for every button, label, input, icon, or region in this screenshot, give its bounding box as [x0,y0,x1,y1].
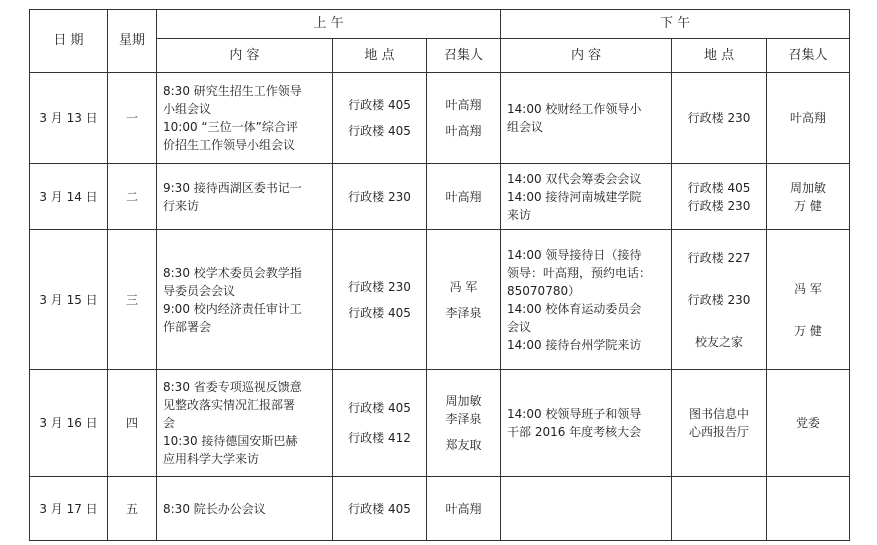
date-cell: 3 月 13 日 [30,73,108,164]
pm-location-line: 行政楼 227 [687,250,751,265]
pm-location-cell [672,477,767,541]
header-pm-content: 内 容 [501,39,672,73]
am-location-line: 行政楼 405 [348,401,411,415]
am-content-line: 9:30 接待西湖区委书记一 [163,180,302,195]
am-content-line: 8:30 校学术委员会教学指 [163,265,302,280]
header-am: 上 午 [157,10,501,39]
pm-content-cell [501,477,672,541]
date-cell: 3 月 14 日 [30,164,108,230]
am-location-line: 行政楼 230 [348,189,411,204]
pm-convener-line: 冯 军 [794,281,822,296]
header-date: 日 期 [30,10,108,73]
am-content-line: 作部署会 [163,319,212,334]
am-content-line: 小组会议 [163,102,212,116]
am-content-cell [157,477,333,541]
am-convener-line: 叶高翔 [445,501,482,516]
header-am-convener: 召集人 [427,39,501,73]
am-content-line: 见整改落实情况汇报部署 [163,398,296,412]
am-convener-line: 李泽泉 [445,412,482,426]
pm-location-line: 心西报告厅 [689,425,750,439]
pm-content-line: 14:00 接待台州学院来访 [507,337,642,352]
weekday-cell: 五 [108,477,157,541]
pm-convener-line: 叶高翔 [790,111,827,125]
am-convener-cell [427,73,501,164]
pm-content-cell [501,164,672,230]
am-convener-cell [427,370,501,477]
header-pm-convener: 召集人 [767,39,850,73]
pm-content-line: 领导：叶高翔，预约电话： [507,265,652,280]
pm-content-cell [501,370,672,477]
am-convener-cell [427,477,501,541]
am-content-cell [157,230,333,370]
pm-location-line: 行政楼 405 [687,180,751,195]
am-location-cell [333,477,427,541]
schedule-table [29,9,850,541]
pm-location-cell [672,73,767,164]
am-content-line: 行来访 [163,198,200,213]
am-content-line: 10:30 接待德国安斯巴赫 [163,434,298,448]
am-convener-cell [427,230,501,370]
pm-convener-cell [767,477,850,541]
am-content-cell [157,370,333,477]
weekday-cell: 一 [108,73,157,164]
am-content-line: 8:30 研究生招生工作领导 [163,84,302,98]
am-content-line: 导委员会会议 [163,283,236,298]
am-location-line: 行政楼 405 [348,501,411,516]
am-convener-line: 叶高翔 [445,124,482,138]
date-cell: 3 月 16 日 [30,370,108,477]
am-convener-line: 叶高翔 [445,98,482,112]
am-content-line: 9:00 校内经济责任审计工 [163,301,302,316]
table-row [30,73,850,164]
am-convener-cell [427,164,501,230]
date-cell: 3 月 17 日 [30,477,108,541]
pm-content-line: 14:00 校体育运动委员会 [507,301,642,316]
pm-location-cell [672,164,767,230]
am-content-cell [157,164,333,230]
pm-location-line: 行政楼 230 [687,198,751,213]
pm-location-line: 图书信息中 [689,407,750,421]
am-content-line: 价招生工作领导小组会议 [163,138,296,152]
am-location-cell [333,230,427,370]
am-location-line: 行政楼 405 [348,124,411,138]
pm-content-cell [501,73,672,164]
pm-location-line: 行政楼 230 [687,111,751,125]
am-content-cell [157,73,333,164]
header-pm: 下 午 [501,10,850,39]
pm-convener-line: 万 健 [794,323,822,338]
pm-convener-cell [767,73,850,164]
am-content-line: 8:30 院长办公会议 [163,501,266,516]
header-am-location: 地 点 [333,39,427,73]
pm-content-line: 会议 [507,319,532,334]
pm-content-line: 14:00 校领导班子和领导 [507,407,642,421]
header-row-top [30,10,850,39]
am-content-line: 应用科学大学来访 [163,452,260,466]
pm-convener-line: 万 健 [794,198,822,213]
pm-content-line: 14:00 接待河南城建学院 [507,189,642,204]
pm-convener-cell [767,370,850,477]
am-content-line: 10:00 “三位一体”综合评 [163,120,298,134]
pm-content-line: 14:00 领导接待日（接待 [507,247,642,262]
pm-content-line: 14:00 双代会筹委会会议 [507,171,642,186]
am-convener-line: 周加敏 [445,394,482,408]
pm-content-line: 来访 [507,207,532,222]
pm-content-line: 85070780） [507,283,581,298]
table-row [30,477,850,541]
am-location-line: 行政楼 405 [348,305,411,320]
pm-content-line: 14:00 校财经工作领导小 [507,102,642,116]
pm-location-line: 校友之家 [695,334,744,349]
am-convener-line: 李泽泉 [445,305,482,320]
header-am-content: 内 容 [157,39,333,73]
am-location-line: 行政楼 412 [348,431,411,445]
am-convener-line: 冯 军 [449,279,478,294]
pm-convener-cell [767,164,850,230]
am-content-line: 会 [163,416,176,430]
pm-location-cell [672,230,767,370]
am-location-cell [333,73,427,164]
table-row [30,164,850,230]
am-location-cell [333,370,427,477]
pm-convener-line: 党委 [796,416,821,430]
pm-convener-line: 周加敏 [790,180,827,195]
pm-location-cell [672,370,767,477]
am-location-line: 行政楼 405 [348,98,411,112]
pm-content-line: 组会议 [507,120,544,134]
am-location-cell [333,164,427,230]
am-content-line: 8:30 省委专项巡视反馈意 [163,380,302,394]
pm-location-line: 行政楼 230 [687,292,751,307]
table-row [30,370,850,477]
weekday-cell: 三 [108,230,157,370]
table-row [30,230,850,370]
pm-convener-cell [767,230,850,370]
header-pm-location: 地 点 [672,39,767,73]
am-convener-line: 郑友取 [445,438,482,452]
weekday-cell: 四 [108,370,157,477]
header-weekday: 星期 [108,10,157,73]
pm-content-line: 干部 2016 年度考核大会 [507,425,642,439]
weekday-cell: 二 [108,164,157,230]
date-cell: 3 月 15 日 [30,230,108,370]
am-location-line: 行政楼 230 [348,279,411,294]
am-convener-line: 叶高翔 [445,189,482,204]
pm-content-cell [501,230,672,370]
